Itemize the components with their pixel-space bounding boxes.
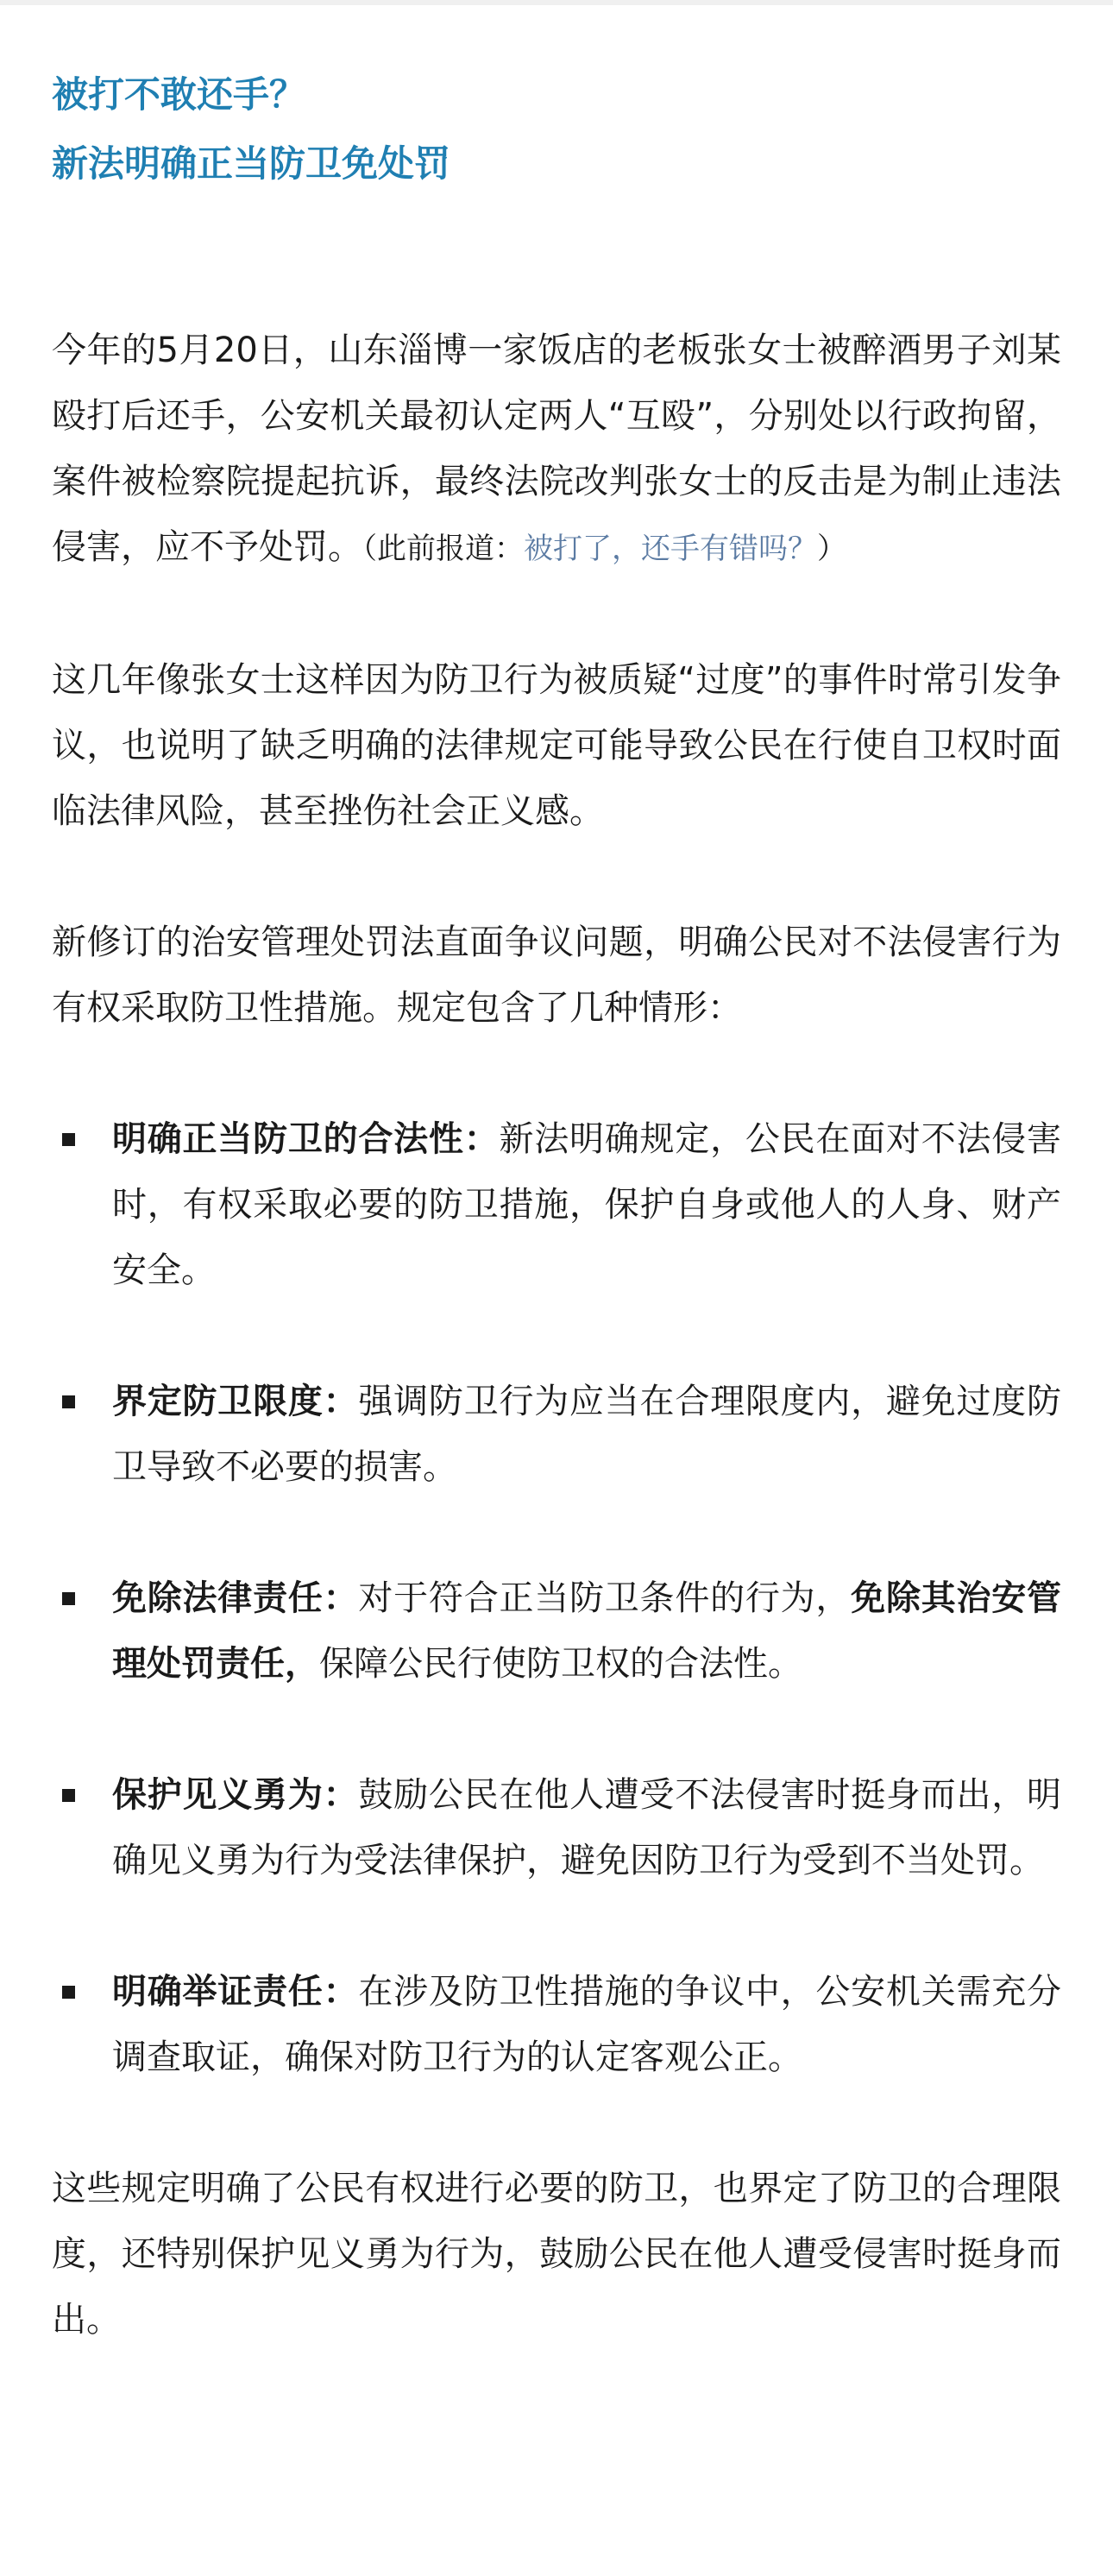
list-item <box>52 1565 1061 1697</box>
list-item-title: 界定防卫限度： <box>112 1382 359 1421</box>
list-item <box>52 1106 1061 1303</box>
list-item-title: 明确正当防卫的合法性： <box>112 1119 500 1159</box>
headline-line-1: 被打不敢还手？ <box>52 73 306 116</box>
provisions-list <box>52 1106 1061 2090</box>
list-item-body: 鼓励公民在他人遭受不法侵害时挺身而出，明确见义勇为行为受法律保护，避免因防卫行为受到不当处罚。 <box>112 1775 1062 1880</box>
list-item <box>52 1369 1061 1500</box>
article-body <box>52 60 1061 2352</box>
paragraph-intro <box>52 318 1061 582</box>
paragraph-intro-text: 今年的5月20日，山东淄博一家饭店的老板张女士被醉酒男子刘某殴打后还手，公安机关最初认定两人“互殴”，分别处以行政拘留，案件被检察院提起抗诉，最终法院改判张女士的反击是为制止违法侵害，应不予处罚。 <box>52 331 1061 567</box>
list-item <box>52 1959 1061 2090</box>
paragraph-conclusion: 这些规定明确了公民有权进行必要的防卫，也界定了防卫的合理限度，还特别保护见义勇为行为，鼓励公民在他人遭受侵害时挺身而出。 <box>52 2169 1061 2340</box>
bullet-square-icon <box>62 1986 75 1999</box>
list-item-body: 新法明确规定，公民在面对不法侵害时，有权采取必要的防卫措施，保护自身或他人的人身、财产安全。 <box>112 1119 1062 1290</box>
list-item-title: 明确举证责任： <box>112 1972 359 2012</box>
list-item-body: 对于符合正当防卫条件的行为， <box>358 1578 852 1618</box>
related-article-link[interactable]: 被打了，还手有错吗？ <box>524 532 817 566</box>
list-item-title: 免除法律责任： <box>112 1578 359 1618</box>
bullet-square-icon <box>62 1789 75 1802</box>
bullet-square-icon <box>62 1133 75 1146</box>
paragraph-context: 这几年像张女士这样因为防卫行为被质疑“过度”的事件时常引发争议，也说明了缺乏明确的法律规定可能导致公民在行使自卫权时面临法律风险，甚至挫伤社会正义感。 <box>52 660 1061 831</box>
list-item <box>52 1762 1061 1893</box>
aside-close: ） <box>817 532 846 566</box>
list-item-body: 强调防卫行为应当在合理限度内，避免过度防卫导致不必要的损害。 <box>112 1382 1062 1487</box>
bullet-square-icon <box>62 1592 75 1605</box>
top-divider <box>0 0 1113 5</box>
list-item-body-after: 保障公民行使防卫权的合法性。 <box>319 1644 802 1684</box>
article-headline <box>52 60 1061 198</box>
list-item-body: 在涉及防卫性措施的争议中，公安机关需充分调查取证，确保对防卫行为的认定客观公正。 <box>112 1972 1062 2077</box>
bullet-square-icon <box>62 1395 75 1408</box>
aside-open: （此前报道： <box>362 532 524 566</box>
list-item-emphasis: 免除其治安管理处罚责任， <box>112 1578 1062 1684</box>
paragraph-law-intro: 新修订的治安管理处罚法直面争议问题，明确公民对不法侵害行为有权采取防卫性措施。规定包含了几种情形： <box>52 923 1061 1028</box>
headline-line-2: 新法明确正当防卫免处罚 <box>52 142 451 185</box>
list-item-title: 保护见义勇为： <box>112 1775 359 1815</box>
